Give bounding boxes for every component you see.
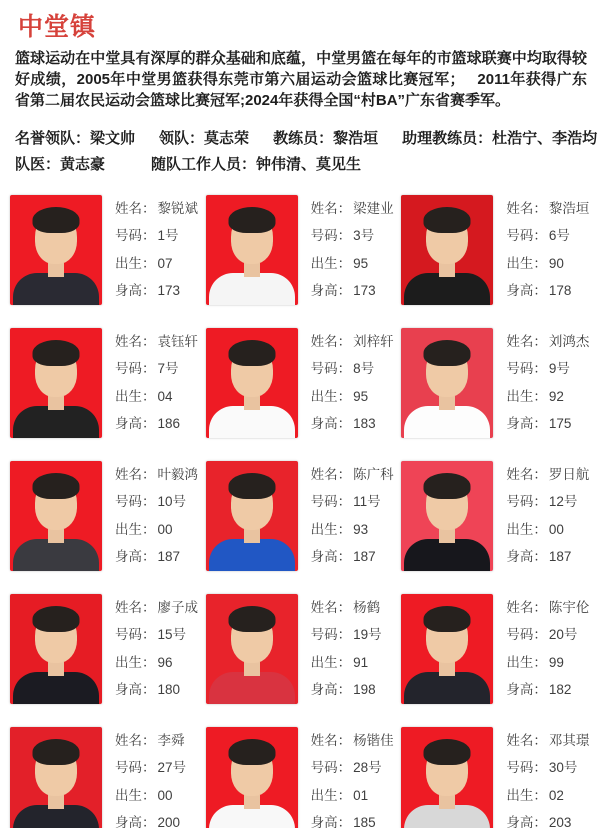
player-number-row <box>311 360 394 377</box>
staff-item-team-doctor <box>15 152 105 178</box>
field-label-height: 身高： <box>115 415 156 431</box>
player-birth-row <box>115 654 198 671</box>
player-height-row <box>311 415 394 432</box>
player-photo <box>401 727 493 828</box>
player-height: 187 <box>353 548 376 564</box>
staff-item-assistant-coach <box>402 126 597 152</box>
avatar-hair <box>424 473 471 499</box>
player-name-row <box>115 200 198 217</box>
player-photo <box>10 594 102 704</box>
player-number-row <box>311 626 382 643</box>
field-label-birth: 出生： <box>115 654 156 670</box>
player-number: 27号 <box>157 760 187 776</box>
player-info <box>506 594 589 698</box>
player-birth-row <box>115 521 198 538</box>
player-height-row <box>311 282 394 299</box>
player-height-row <box>115 415 198 432</box>
player-photo <box>10 461 102 571</box>
player-number: 3号 <box>353 228 375 244</box>
player-info <box>115 195 198 299</box>
avatar-neck <box>244 529 260 543</box>
player-birth: 95 <box>353 255 369 271</box>
staff-label: 名誉领队： <box>15 130 91 147</box>
player-birth: 90 <box>548 255 564 271</box>
player-number-row <box>506 227 589 244</box>
player-name: 袁钰轩 <box>157 334 198 349</box>
avatar-shirt <box>404 273 490 305</box>
avatar-hair <box>228 207 275 233</box>
player-height: 187 <box>157 548 181 564</box>
player-card <box>10 727 200 828</box>
player-info <box>506 727 589 828</box>
staff-section <box>15 126 598 178</box>
avatar-neck <box>244 795 260 809</box>
field-label-name: 姓名： <box>310 600 352 615</box>
player-info <box>311 328 394 432</box>
avatar-hair <box>33 473 80 499</box>
field-label-height: 身高： <box>115 814 156 828</box>
player-number-row <box>311 227 394 244</box>
field-label-name: 姓名： <box>310 201 352 216</box>
player-birth-row <box>311 255 394 272</box>
avatar-shirt <box>13 672 99 704</box>
field-label-name: 姓名： <box>506 334 547 349</box>
avatar-neck <box>244 263 260 277</box>
field-label-birth: 出生： <box>310 255 352 271</box>
player-name-row <box>506 732 589 749</box>
player-name: 廖子成 <box>157 600 198 615</box>
avatar-shirt <box>404 672 490 704</box>
player-info <box>506 461 589 565</box>
player-birth: 01 <box>353 787 369 803</box>
avatar-shirt <box>13 406 99 438</box>
player-card <box>206 328 396 438</box>
field-label-number: 号码： <box>506 494 547 510</box>
player-number-row <box>115 360 198 377</box>
avatar-hair <box>424 606 471 632</box>
staff-line-1 <box>15 126 598 152</box>
staff-value: 黄志豪 <box>60 156 106 173</box>
player-birth-row <box>506 521 589 538</box>
player-number: 12号 <box>548 494 578 510</box>
player-photo <box>10 195 102 305</box>
player-height: 182 <box>548 681 572 697</box>
player-card <box>10 195 200 305</box>
player-birth-row <box>311 388 394 405</box>
player-number: 30号 <box>548 760 578 776</box>
player-number: 10号 <box>157 494 187 510</box>
player-birth: 00 <box>548 521 564 537</box>
player-name-row <box>506 599 589 616</box>
staff-item-coach <box>273 126 378 152</box>
staff-label: 随队工作人员： <box>151 156 257 173</box>
field-label-number: 号码： <box>506 760 547 776</box>
player-photo <box>401 594 493 704</box>
player-birth: 99 <box>548 654 564 670</box>
player-name-row <box>506 200 589 217</box>
player-height: 200 <box>157 814 181 828</box>
player-birth-row <box>311 521 394 538</box>
player-number: 7号 <box>157 361 179 377</box>
field-label-name: 姓名： <box>506 733 547 748</box>
field-label-birth: 出生： <box>506 654 547 670</box>
player-height-row <box>115 681 198 698</box>
field-label-name: 姓名： <box>310 733 352 748</box>
player-birth-row <box>311 654 382 671</box>
field-label-number: 号码： <box>115 494 156 510</box>
player-name-row <box>115 333 198 350</box>
avatar-shirt <box>209 406 295 438</box>
avatar-hair <box>228 340 275 366</box>
field-label-height: 身高： <box>506 282 547 298</box>
player-birth: 00 <box>157 521 173 537</box>
avatar-hair <box>228 473 275 499</box>
player-name: 刘梓轩 <box>353 334 394 349</box>
staff-item-leader <box>159 126 249 152</box>
field-label-height: 身高： <box>506 548 547 564</box>
player-number-row <box>115 759 186 776</box>
field-label-number: 号码： <box>310 361 352 377</box>
player-number-row <box>115 493 198 510</box>
field-label-number: 号码： <box>115 361 156 377</box>
field-label-number: 号码： <box>115 760 156 776</box>
field-label-height: 身高： <box>310 814 352 828</box>
field-label-birth: 出生： <box>310 388 352 404</box>
avatar-hair <box>33 207 80 233</box>
player-birth-row <box>311 787 394 804</box>
player-name: 黎浩垣 <box>548 201 590 216</box>
avatar-shirt <box>13 539 99 571</box>
player-number-row <box>311 493 394 510</box>
player-height: 198 <box>353 681 376 697</box>
player-height: 183 <box>353 415 376 431</box>
field-label-number: 号码： <box>310 627 352 643</box>
player-height: 186 <box>157 415 181 431</box>
field-label-birth: 出生： <box>506 255 547 271</box>
player-number-row <box>115 626 198 643</box>
field-label-number: 号码： <box>506 627 547 643</box>
field-label-height: 身高： <box>506 814 547 828</box>
player-name: 李舜 <box>157 733 185 748</box>
player-name: 罗日航 <box>548 467 590 482</box>
player-name: 刘鸿杰 <box>548 334 590 349</box>
avatar-hair <box>424 739 471 765</box>
avatar-neck <box>48 795 64 809</box>
player-name: 叶毅鸿 <box>157 467 198 482</box>
player-card <box>206 727 396 828</box>
avatar-neck <box>439 795 455 809</box>
player-info <box>115 328 198 432</box>
field-label-height: 身高： <box>506 415 547 431</box>
avatar-shirt <box>404 406 490 438</box>
player-info <box>311 195 394 299</box>
player-number: 15号 <box>157 627 187 643</box>
player-height-row <box>115 548 198 565</box>
staff-value: 钟伟清、莫见生 <box>256 156 362 173</box>
player-info <box>115 727 186 828</box>
player-height-row <box>506 548 589 565</box>
staff-item-honorary-leader <box>15 126 135 152</box>
player-birth: 92 <box>548 388 564 404</box>
player-number-row <box>506 360 589 377</box>
field-label-birth: 出生： <box>310 521 352 537</box>
staff-value: 杜浩宁、李浩均 <box>492 130 598 147</box>
field-label-name: 姓名： <box>115 733 156 748</box>
player-height-row <box>506 415 589 432</box>
player-photo <box>401 461 493 571</box>
player-name-row <box>115 732 186 749</box>
avatar-hair <box>228 606 275 632</box>
player-photo <box>401 195 493 305</box>
player-birth-row <box>115 787 186 804</box>
player-birth-row <box>506 388 589 405</box>
avatar-neck <box>48 263 64 277</box>
player-card <box>401 461 591 571</box>
player-card <box>401 195 591 305</box>
player-height-row <box>506 681 589 698</box>
player-info <box>115 461 198 565</box>
player-name-row <box>311 466 394 483</box>
field-label-number: 号码： <box>310 760 352 776</box>
player-photo <box>206 727 298 828</box>
player-name-row <box>311 732 394 749</box>
player-height: 178 <box>548 282 572 298</box>
player-number-row <box>115 227 198 244</box>
player-number: 11号 <box>353 494 381 510</box>
player-number: 28号 <box>353 760 382 776</box>
staff-item-team-worker <box>151 152 361 178</box>
avatar-neck <box>439 662 455 676</box>
player-height: 175 <box>548 415 572 431</box>
field-label-number: 号码： <box>506 361 547 377</box>
player-card <box>401 328 591 438</box>
players-grid <box>10 195 591 828</box>
player-name-row <box>311 599 382 616</box>
player-name-row <box>115 599 198 616</box>
player-info <box>506 195 589 299</box>
avatar-shirt <box>404 539 490 571</box>
staff-line-2 <box>15 152 586 178</box>
player-height-row <box>115 814 186 828</box>
player-name: 梁建业 <box>353 201 394 216</box>
player-info <box>311 461 394 565</box>
player-birth-row <box>506 787 589 804</box>
field-label-number: 号码： <box>506 228 547 244</box>
player-photo <box>206 461 298 571</box>
field-label-birth: 出生： <box>506 521 547 537</box>
field-label-number: 号码： <box>115 627 156 643</box>
player-name-row <box>311 333 394 350</box>
player-card <box>401 594 591 704</box>
player-info <box>311 727 394 828</box>
field-label-number: 号码： <box>310 494 352 510</box>
avatar-hair <box>424 207 471 233</box>
avatar-shirt <box>13 273 99 305</box>
field-label-height: 身高： <box>115 681 156 697</box>
avatar-neck <box>439 396 455 410</box>
player-height: 173 <box>353 282 376 298</box>
field-label-name: 姓名： <box>115 334 156 349</box>
player-birth: 95 <box>353 388 369 404</box>
page-title: 中堂镇 <box>18 13 97 41</box>
player-info <box>115 594 198 698</box>
field-label-name: 姓名： <box>506 467 547 482</box>
player-number: 6号 <box>548 228 570 244</box>
field-label-height: 身高： <box>310 415 352 431</box>
player-height: 180 <box>157 681 181 697</box>
player-photo <box>206 328 298 438</box>
field-label-birth: 出生： <box>310 654 352 670</box>
player-number: 1号 <box>157 228 179 244</box>
player-card <box>10 461 200 571</box>
player-name-row <box>311 200 394 217</box>
field-label-birth: 出生： <box>506 787 547 803</box>
avatar-neck <box>439 263 455 277</box>
avatar-neck <box>244 396 260 410</box>
avatar-hair <box>228 739 275 765</box>
player-info <box>311 594 382 698</box>
staff-value: 梁文帅 <box>90 130 136 147</box>
avatar-shirt <box>209 539 295 571</box>
player-birth: 07 <box>157 255 173 271</box>
avatar-neck <box>439 529 455 543</box>
player-height: 187 <box>548 548 572 564</box>
staff-value: 莫志荣 <box>204 130 250 147</box>
field-label-name: 姓名： <box>115 467 156 482</box>
player-birth: 91 <box>353 654 369 670</box>
player-birth-row <box>506 654 589 671</box>
field-label-height: 身高： <box>506 681 547 697</box>
player-info <box>506 328 589 432</box>
player-height-row <box>506 282 589 299</box>
avatar-hair <box>33 739 80 765</box>
player-name: 邓其璟 <box>548 733 590 748</box>
player-number-row <box>506 493 589 510</box>
field-label-birth: 出生： <box>115 388 156 404</box>
player-height-row <box>506 814 589 828</box>
player-card <box>206 594 396 704</box>
staff-value: 黎浩垣 <box>333 130 379 147</box>
avatar-neck <box>48 396 64 410</box>
avatar-shirt <box>209 273 295 305</box>
field-label-birth: 出生： <box>310 787 352 803</box>
avatar-hair <box>33 340 80 366</box>
player-number-row <box>311 759 394 776</box>
player-birth: 93 <box>353 521 369 537</box>
field-label-name: 姓名： <box>310 334 352 349</box>
intro-paragraph: 篮球运动在中堂具有深厚的群众基础和底蕴，中堂男篮在每年的市篮球联赛中均取得较好成绩，2005年中堂男篮获得东莞市第六届运动会篮球比赛冠军； 2011年获得广东省第二届农民运动会篮球比赛冠军;2024年获得全国“村BA”广东省赛季军。 <box>15 50 587 109</box>
staff-label: 教练员： <box>273 130 334 147</box>
player-card <box>10 328 200 438</box>
player-birth-row <box>506 255 589 272</box>
player-height: 185 <box>353 814 376 828</box>
player-birth: 96 <box>157 654 173 670</box>
player-photo <box>10 727 102 828</box>
player-name-row <box>506 466 589 483</box>
field-label-height: 身高： <box>310 681 352 697</box>
staff-label: 领队： <box>159 130 205 147</box>
avatar-neck <box>244 662 260 676</box>
player-height-row <box>311 681 382 698</box>
player-birth: 04 <box>157 388 173 404</box>
field-label-birth: 出生： <box>115 521 156 537</box>
field-label-name: 姓名： <box>310 467 352 482</box>
field-label-name: 姓名： <box>506 600 547 615</box>
staff-label: 助理教练员： <box>402 130 493 147</box>
player-name-row <box>115 466 198 483</box>
player-height-row <box>115 282 198 299</box>
player-number: 8号 <box>353 361 375 377</box>
field-label-birth: 出生： <box>506 388 547 404</box>
field-label-number: 号码： <box>310 228 352 244</box>
player-photo <box>401 328 493 438</box>
field-label-height: 身高： <box>115 282 156 298</box>
player-name: 杨锴佳 <box>353 733 394 748</box>
player-height-row <box>311 548 394 565</box>
player-height-row <box>311 814 394 828</box>
player-name: 陈宇伦 <box>548 600 590 615</box>
player-name: 陈广科 <box>353 467 394 482</box>
player-name: 杨鹤 <box>353 600 381 615</box>
field-label-height: 身高： <box>310 282 352 298</box>
avatar-hair <box>33 606 80 632</box>
player-birth-row <box>115 255 198 272</box>
staff-label: 队医： <box>15 156 61 173</box>
player-card <box>206 461 396 571</box>
player-card <box>206 195 396 305</box>
player-birth: 02 <box>548 787 564 803</box>
player-birth: 00 <box>157 787 173 803</box>
player-name-row <box>506 333 589 350</box>
player-number: 20号 <box>548 627 578 643</box>
player-number-row <box>506 759 589 776</box>
player-number: 9号 <box>548 361 570 377</box>
field-label-name: 姓名： <box>506 201 547 216</box>
field-label-height: 身高： <box>115 548 156 564</box>
field-label-number: 号码： <box>115 228 156 244</box>
player-name: 黎锐斌 <box>157 201 198 216</box>
field-label-height: 身高： <box>310 548 352 564</box>
field-label-birth: 出生： <box>115 787 156 803</box>
player-photo <box>10 328 102 438</box>
field-label-birth: 出生： <box>115 255 156 271</box>
player-number-row <box>506 626 589 643</box>
field-label-name: 姓名： <box>115 600 156 615</box>
player-number: 19号 <box>353 627 382 643</box>
player-photo <box>206 594 298 704</box>
avatar-neck <box>48 529 64 543</box>
avatar-neck <box>48 662 64 676</box>
player-height: 173 <box>157 282 181 298</box>
player-photo <box>206 195 298 305</box>
avatar-hair <box>424 340 471 366</box>
field-label-name: 姓名： <box>115 201 156 216</box>
player-height: 203 <box>548 814 572 828</box>
player-card <box>401 727 591 828</box>
avatar-shirt <box>209 672 295 704</box>
player-birth-row <box>115 388 198 405</box>
player-card <box>10 594 200 704</box>
